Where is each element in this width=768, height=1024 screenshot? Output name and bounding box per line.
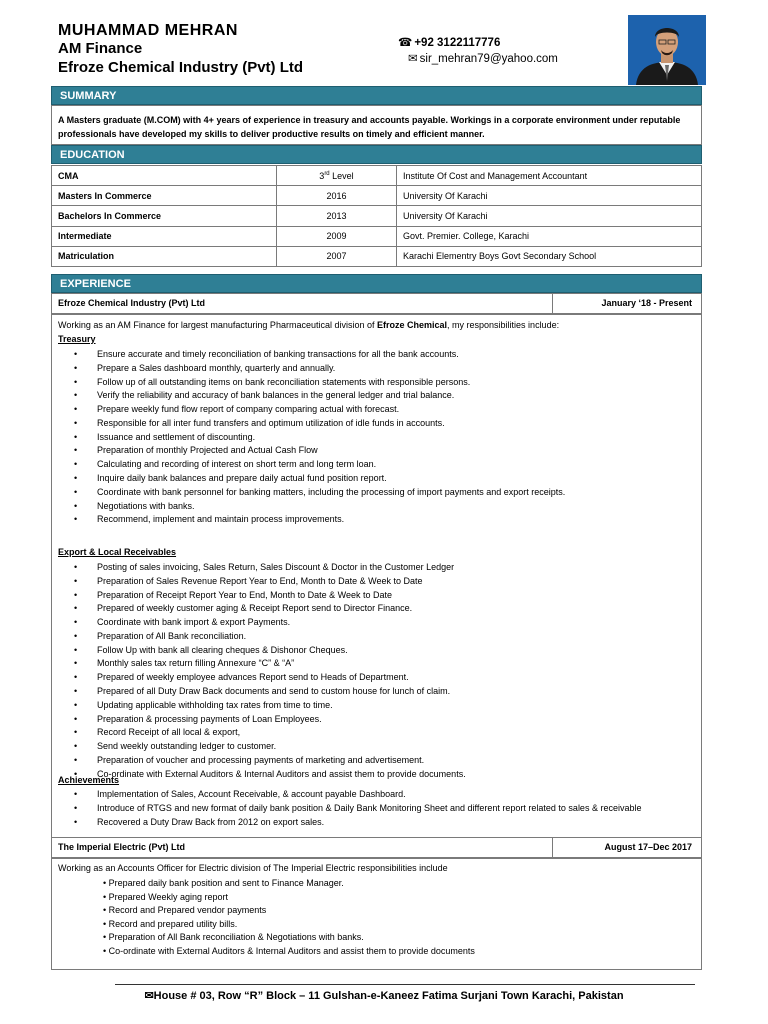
current-company: Efroze Chemical Industry (Pvt) Ltd [58, 59, 304, 76]
list-item: • Co-ordinate with External Auditors & Internal Auditors and assist them to provide documents. [58, 768, 466, 782]
list-item: • Preparation of voucher and processing payments of marketing and advertisement. [58, 754, 466, 768]
job1-header [51, 293, 702, 314]
list-item: • Inquire daily bank balances and prepare daily actual fund position report. [58, 472, 565, 486]
phone-line [398, 35, 500, 49]
job2-intro: Working as an Accounts Officer for Electric division of The Imperial Electric responsibilities include [58, 863, 448, 873]
list-item: • Coordinate with bank import & export Payments. [58, 616, 466, 630]
list-item: • Preparation of All Bank reconciliation. [58, 630, 466, 644]
table-row [52, 186, 702, 206]
list-item: • Preparation of Sales Revenue Report Year to End, Month to Date & Week to Date [58, 575, 466, 589]
list-item: • Record and Prepared vendor payments [103, 905, 267, 916]
education-heading: EDUCATION [51, 145, 702, 164]
year-cell: 2009 [277, 226, 397, 246]
degree-cell: Bachelors In Commerce [52, 206, 277, 226]
summary-heading: SUMMARY [51, 86, 702, 105]
year-cell: 2013 [277, 206, 397, 226]
list-item: • Monthly sales tax return filling Annexure “C” & “A” [58, 657, 466, 671]
list-item: • Prepared Weekly aging report [103, 891, 229, 902]
email-icon: ✉ [408, 53, 418, 65]
year-cell: 2007 [277, 246, 397, 266]
footer-divider [115, 984, 695, 985]
institute-cell: University Of Karachi [397, 186, 702, 206]
institute-cell: Institute Of Cost and Management Accountant [397, 166, 702, 186]
list-item: • Record and prepared utility bills. [103, 918, 238, 929]
footer-address: House # 03, Row “R” Block – 11 Gulshan-e-Kaneez Fatima Surjani Town Karachi, Pakistan [153, 990, 624, 1002]
list-item: • Verify the reliability and accuracy of bank balances in the general ledger and trial balance. [58, 389, 565, 403]
degree-cell: Matriculation [52, 246, 277, 266]
achievements-title: Achievements [58, 775, 120, 785]
candidate-name: MUHAMMAD MEHRAN [58, 22, 238, 39]
table-row [52, 226, 702, 246]
job-title: AM Finance [58, 40, 143, 57]
email-line [408, 51, 558, 65]
list-item: • Preparation of Receipt Report Year to End, Month to Date & Week to Date [58, 589, 466, 603]
job1-company: Efroze Chemical Industry (Pvt) Ltd [58, 298, 206, 308]
treasury-title: Treasury [58, 334, 96, 344]
list-item: • Recommend, implement and maintain process improvements. [58, 513, 565, 527]
list-item: • Follow up of all outstanding items on bank reconciliation statements with responsible persons. [58, 376, 565, 390]
footer-address-line [0, 989, 768, 1002]
list-item: • Prepared of weekly customer aging & Receipt Report send to Director Finance. [58, 602, 466, 616]
receivables-list [58, 561, 466, 782]
profile-photo [628, 15, 706, 85]
list-item: • Co-ordinate with External Auditors & Internal Auditors and assist them to provide documents [103, 945, 475, 956]
list-item: • Preparation & processing payments of Loan Employees. [58, 713, 466, 727]
job1-intro: Working as an AM Finance for largest manufacturing Pharmaceutical division of Efroze Chemical, my responsibilities include: [58, 320, 560, 330]
degree-cell: CMA [52, 166, 277, 186]
list-item: • Ensure accurate and timely reconciliation of banking transactions for all the bank accounts. [58, 348, 565, 362]
list-item: • Preparation of monthly Projected and Actual Cash Flow [58, 444, 565, 458]
degree-cell: Masters In Commerce [52, 186, 277, 206]
phone-number: +92 3122117776 [414, 37, 501, 49]
list-item: • Issuance and settlement of discounting. [58, 431, 565, 445]
email-address: sir_mehran79@yahoo.com [419, 53, 558, 65]
education-table [51, 165, 702, 267]
list-item: • Record Receipt of all local & export, [58, 726, 466, 740]
list-item: • Recovered a Duty Draw Back from 2012 on export sales. [58, 816, 641, 830]
list-item: • Negotiations with banks. [58, 500, 565, 514]
mailbox-icon: ✉ [144, 990, 154, 1002]
list-item: • Implementation of Sales, Account Receivable, & account payable Dashboard. [58, 788, 641, 802]
list-item: • Updating applicable withholding tax rates from time to time. [58, 699, 466, 713]
job2-company: The Imperial Electric (Pvt) Ltd [58, 842, 186, 852]
list-item: • Preparation of All Bank reconciliation & Negotiations with banks. [103, 932, 364, 943]
list-item: • Introduce of RTGS and new format of daily bank position & Daily Bank Monitoring Sheet and different report related to sales & receivable [58, 802, 641, 816]
list-item: • Prepared of all Duty Draw Back documents and send to custom house for lunch of claim. [58, 685, 466, 699]
institute-cell: Karachi Elementry Boys Govt Secondary School [397, 246, 702, 266]
list-item: • Calculating and recording of interest on short term and long term loan. [58, 458, 565, 472]
list-item: • Follow Up with bank all clearing cheques & Dishonor Cheques. [58, 644, 466, 658]
experience-heading: EXPERIENCE [51, 274, 702, 293]
job2-period: August 17–Dec 2017 [604, 842, 692, 852]
list-item: • Responsible for all inter fund transfers and optimum utilization of idle funds in accounts. [58, 417, 565, 431]
phone-icon: ☎ [398, 37, 413, 49]
table-row [52, 206, 702, 226]
list-item: • Prepare a Sales dashboard monthly, quarterly and annually. [58, 362, 565, 376]
job2-list [103, 877, 475, 959]
year-cell: 2016 [277, 186, 397, 206]
list-item: • Prepare weekly fund flow report of company comparing actual with forecast. [58, 403, 565, 417]
job1-period: January ‘18 - Present [601, 298, 692, 308]
job2-header [51, 837, 702, 858]
institute-cell: Govt. Premier. College, Karachi [397, 226, 702, 246]
list-item: • Prepared daily bank position and sent to Finance Manager. [103, 878, 344, 888]
year-cell: 3rd Level [277, 166, 397, 186]
list-item: • Coordinate with bank personnel for banking matters, including the processing of import payments and export receipts. [58, 486, 565, 500]
table-row [52, 166, 702, 186]
treasury-list [58, 348, 565, 527]
degree-cell: Intermediate [52, 226, 277, 246]
table-row [52, 246, 702, 266]
institute-cell: University Of Karachi [397, 206, 702, 226]
achievements-list [58, 788, 641, 829]
list-item: • Prepared of weekly employee advances Report send to Heads of Department. [58, 671, 466, 685]
list-item: • Posting of sales invoicing, Sales Return, Sales Discount & Doctor in the Customer Ledger [58, 561, 466, 575]
receivables-title: Export & Local Receivables [58, 547, 177, 557]
summary-text: A Masters graduate (M.COM) with 4+ years of experience in treasury and accounts payable. Workings in a corporate environment under reputable professionals have developed my skills to deliver productive results on timely and efficient manner. [58, 115, 681, 139]
list-item: • Send weekly outstanding ledger to customer. [58, 740, 466, 754]
